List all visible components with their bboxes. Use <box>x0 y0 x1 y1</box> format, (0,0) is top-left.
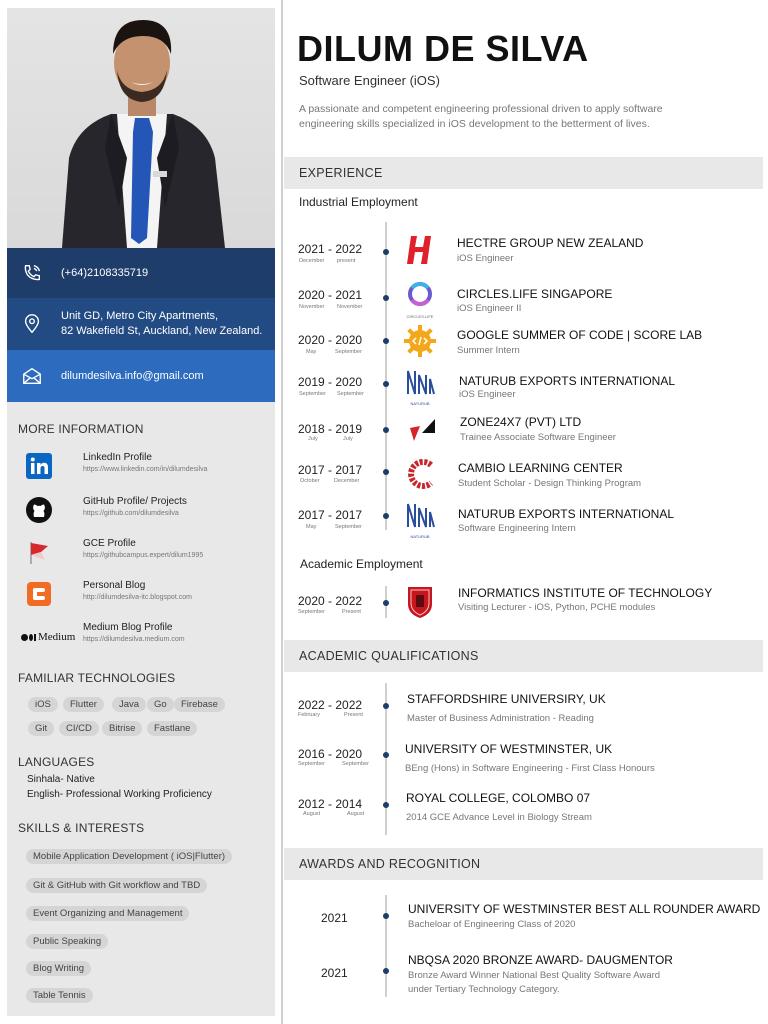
timeline-dot <box>383 968 389 974</box>
timeline-dot <box>383 249 389 255</box>
address-line1: Unit GD, Metro City Apartments, <box>61 310 219 322</box>
naturub-logo-icon <box>402 500 438 539</box>
phone-icon <box>21 262 43 284</box>
exp-start-month: December <box>299 258 325 264</box>
hectre-logo-icon <box>402 232 438 268</box>
award-description: Bronze Award Winner National Best Quality Software Award <box>408 970 661 981</box>
award-description-line2: under Tertiary Technology Category. <box>408 984 560 995</box>
award-title: UNIVERSITY OF WESTMINSTER BEST ALL ROUNDER AWARD <box>408 902 761 916</box>
profile-linkedin[interactable] <box>21 450 271 486</box>
skill-pill: Table Tennis <box>26 988 93 1003</box>
exp-org: GOOGLE SUMMER OF CODE | SCORE LAB <box>457 328 703 342</box>
profile-gce[interactable] <box>21 536 271 572</box>
exp-end-month: July <box>343 436 353 442</box>
awards-section-bar <box>284 848 763 880</box>
profile-url[interactable]: http://dilumdesilva-itc.blogspot.com <box>83 594 192 601</box>
academic-employment-heading: Academic Employment <box>300 557 423 571</box>
industrial-heading: Industrial Employment <box>299 195 418 209</box>
flag-icon <box>25 538 53 566</box>
exp-position: iOS Engineer <box>457 253 514 264</box>
qual-end-month: Present <box>344 712 363 718</box>
award-description: Bacheloar of Engineering Class of 2020 <box>408 919 576 930</box>
profile-url[interactable]: https://www.linkedin.com/in/dilumdesilva <box>83 466 208 473</box>
exp-start-month: November <box>299 304 325 310</box>
exp-start-month: September <box>299 391 326 397</box>
qual-end-month: September <box>342 761 369 767</box>
skill-pill: Git & GitHub with Git workflow and TBD <box>26 878 207 893</box>
language-item: Sinhala- Native <box>27 774 95 785</box>
qual-start-month: September <box>298 761 325 767</box>
github-icon <box>25 496 53 524</box>
timeline-dot <box>383 703 389 709</box>
tech-pill: Fastlane <box>147 721 197 736</box>
profile-title: Medium Blog Profile <box>83 622 173 633</box>
tech-pill: Go <box>147 697 174 712</box>
timeline-dot <box>383 381 389 387</box>
awards-timeline-line <box>385 895 387 997</box>
award-year: 2021 <box>321 966 348 980</box>
exp-years: 2020 - 2022 <box>298 594 363 608</box>
tech-pill: iOS <box>28 697 58 712</box>
profile-photo <box>7 8 275 248</box>
qual-years: 2016 - 2020 <box>298 747 363 761</box>
profile-blog[interactable] <box>21 578 271 614</box>
exp-years: 2017 - 2017 <box>298 463 363 477</box>
exp-end-month: September <box>337 391 364 397</box>
medium-logo-text: Medium <box>38 631 76 643</box>
exp-position: Software Engineering Intern <box>458 523 576 534</box>
address-text <box>61 309 262 339</box>
language-item: English- Professional Working Proficiency <box>27 789 212 800</box>
circles-logo-text: CIRCLES.LIFE <box>406 314 434 319</box>
tech-pill: CI/CD <box>59 721 99 736</box>
qual-end-month: August <box>347 811 365 817</box>
exp-start-month: October <box>300 478 320 484</box>
person-name: DILUM DE SILVA <box>297 28 589 69</box>
qualifications-section-bar <box>284 640 763 672</box>
address-line2: 82 Wakefield St, Auckland, New Zealand. <box>61 325 263 337</box>
exp-end-month: Present <box>342 609 361 615</box>
exp-years: 2020 - 2020 <box>298 333 363 347</box>
skill-pill: Mobile Application Development ( iOS|Flutter) <box>26 849 232 864</box>
iit-logo-icon <box>402 584 438 620</box>
medium-icon <box>21 631 81 643</box>
qual-start-month: February <box>298 712 321 718</box>
qual-institution: UNIVERSITY OF WESTMINSTER, UK <box>405 742 613 756</box>
qual-description: Master of Business Administration - Reading <box>407 713 594 724</box>
naturub-logo-icon <box>402 367 438 406</box>
skill-pill: Blog Writing <box>26 961 91 976</box>
qual-description: 2014 GCE Advance Level in Biology Stream <box>406 812 592 823</box>
tech-pill: Java <box>112 697 146 712</box>
exp-org: NATURUB EXPORTS INTERNATIONAL <box>458 507 675 521</box>
industrial-timeline-line <box>385 222 387 530</box>
skills-heading: SKILLS & INTERESTS <box>18 821 145 835</box>
qual-institution: ROYAL COLLEGE, COLOMBO 07 <box>406 791 591 805</box>
profile-title: GitHub Profile/ Projects <box>83 496 187 507</box>
qual-description: BEng (Hons) in Software Engineering - First Class Honours <box>405 763 655 774</box>
exp-position: Summer Intern <box>457 345 520 356</box>
exp-org: INFORMATICS INSTITUTE OF TECHNOLOGY <box>458 586 713 600</box>
more-info-heading: MORE INFORMATION <box>18 422 144 436</box>
profile-url[interactable]: https://dilumdesilva.medium.com <box>83 636 185 643</box>
timeline-dot <box>383 338 389 344</box>
exp-start-month: May <box>306 349 317 355</box>
tech-pill: Git <box>28 721 54 736</box>
exp-years: 2018 - 2019 <box>298 422 363 436</box>
exp-org: CAMBIO LEARNING CENTER <box>458 461 623 475</box>
linkedin-icon <box>25 452 53 480</box>
profile-medium[interactable] <box>21 620 271 656</box>
email-icon <box>21 365 43 387</box>
award-year: 2021 <box>321 911 348 925</box>
timeline-dot <box>383 752 389 758</box>
tech-pill: Firebase <box>174 697 225 712</box>
profile-github[interactable] <box>21 494 271 530</box>
qualifications-heading: ACADEMIC QUALIFICATIONS <box>299 649 479 663</box>
person-summary: A passionate and competent engineering professional driven to apply software engineering skills specialized in iOS development to the betterment of lives. <box>299 103 663 130</box>
exp-org: CIRCLES.LIFE SINGAPORE <box>457 287 613 301</box>
profile-url[interactable]: https://githubcampus.expert/dilum1995 <box>83 552 204 559</box>
circles-logo-icon <box>402 280 438 319</box>
contact-phone <box>7 248 275 298</box>
profile-title: Personal Blog <box>83 580 146 591</box>
exp-start-month: May <box>306 524 317 530</box>
timeline-dot <box>383 295 389 301</box>
timeline-dot <box>383 802 389 808</box>
exp-position: Student Scholar - Design Thinking Program <box>458 478 642 489</box>
phone-number: (+64)2108335719 <box>61 267 149 279</box>
exp-start-month: September <box>298 609 325 615</box>
contact-address <box>7 298 275 350</box>
tech-pill: Bitrise <box>102 721 142 736</box>
profile-title: GCE Profile <box>83 538 136 549</box>
skill-pill: Public Speaking <box>26 934 108 949</box>
experience-section-bar <box>284 157 763 189</box>
timeline-dot <box>383 600 389 606</box>
person-role: Software Engineer (iOS) <box>299 73 440 88</box>
timeline-dot <box>383 469 389 475</box>
cambio-logo-icon <box>402 456 438 492</box>
naturub-logo-text: NATURUB <box>410 534 430 539</box>
contact-email <box>7 350 275 402</box>
profile-title: LinkedIn Profile <box>83 452 152 463</box>
exp-start-month: July <box>308 436 318 442</box>
zone24x7-logo-icon <box>402 412 438 448</box>
exp-org: HECTRE GROUP NEW ZEALAND <box>457 236 644 250</box>
exp-years: 2017 - 2017 <box>298 508 363 522</box>
qual-institution: STAFFORDSHIRE UNIVERSIRY, UK <box>407 692 606 706</box>
qual-years: 2012 - 2014 <box>298 797 363 811</box>
exp-end-month: December <box>334 478 360 484</box>
technologies-heading: FAMILIAR TECHNOLOGIES <box>18 671 176 685</box>
timeline-dot <box>383 913 389 919</box>
exp-end-month: present <box>337 258 356 264</box>
exp-position: iOS Engineer II <box>457 303 522 314</box>
gsoc-logo-icon <box>402 323 438 359</box>
exp-end-month: September <box>335 349 362 355</box>
experience-heading: EXPERIENCE <box>299 166 383 180</box>
email-address: dilumdesilva.info@gmail.com <box>61 370 204 382</box>
blogger-icon <box>25 580 53 608</box>
exp-years: 2021 - 2022 <box>298 242 363 256</box>
timeline-dot <box>383 513 389 519</box>
exp-years: 2019 - 2020 <box>298 375 363 389</box>
exp-years: 2020 - 2021 <box>298 288 363 302</box>
qual-years: 2022 - 2022 <box>298 698 363 712</box>
exp-position: iOS Engineer <box>459 389 516 400</box>
skill-pill: Event Organizing and Management <box>26 906 189 921</box>
awards-heading: AWARDS AND RECOGNITION <box>299 857 481 871</box>
profile-url[interactable]: https://github.com/dilumdesilva <box>83 510 179 517</box>
exp-position: Trainee Associate Software Engineer <box>460 432 616 443</box>
exp-position: Visiting Lecturer - iOS, Python, PCHE modules <box>458 602 656 613</box>
tech-pill: Flutter <box>63 697 104 712</box>
timeline-dot <box>383 427 389 433</box>
exp-org: NATURUB EXPORTS INTERNATIONAL <box>459 374 676 388</box>
naturub-logo-text: NATURUB <box>410 401 430 406</box>
sidebar <box>7 8 275 1016</box>
location-pin-icon <box>21 313 43 335</box>
languages-heading: LANGUAGES <box>18 755 95 769</box>
vertical-divider <box>281 0 283 1024</box>
award-title: NBQSA 2020 BRONZE AWARD- DAUGMENTOR <box>408 953 673 967</box>
exp-end-month: November <box>337 304 363 310</box>
exp-org: ZONE24X7 (PVT) LTD <box>460 415 582 429</box>
exp-end-month: September <box>335 524 362 530</box>
qual-start-month: August <box>303 811 321 817</box>
